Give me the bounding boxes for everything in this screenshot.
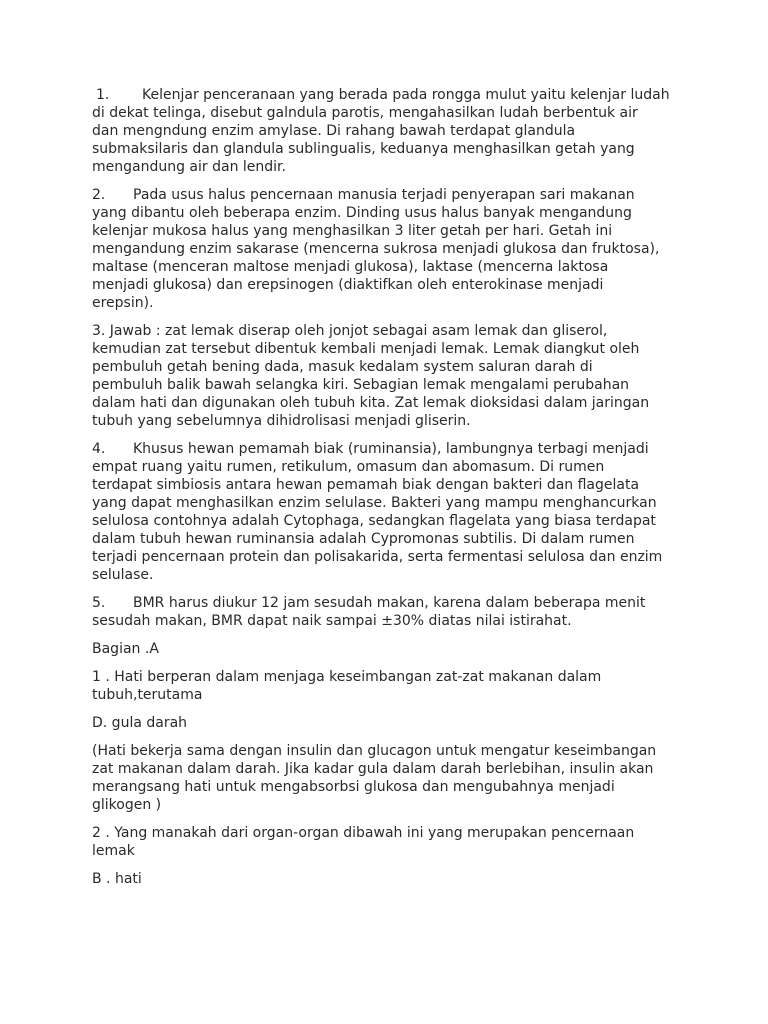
document-page — [92, 86, 692, 898]
section-heading — [92, 640, 692, 658]
paragraph-line: pembuluh balik bawah selangka kiri. Sebagian lemak mengalami perubahan — [92, 377, 630, 393]
paragraph-line: lemak — [92, 843, 135, 859]
paragraph-line: pembuluh getah bening dada, masuk kedalam system saluran darah di — [92, 359, 593, 375]
explanation-1 — [92, 742, 692, 814]
paragraph-line: tubuh,terutama — [92, 687, 203, 703]
paragraph-line: zat makanan dalam darah. Jika kadar gula dalam darah berlebihan, insulin akan — [92, 761, 654, 777]
paragraph-line: 2. Pada usus halus pencernaan manusia terjadi penyerapan sari makanan — [92, 187, 635, 203]
paragraph-line: yang dapat menghasilkan enzim selulase. Bakteri yang mampu menghancurkan — [92, 495, 657, 511]
paragraph-line: 1. Kelenjar penceranaan yang berada pada rongga mulut yaitu kelenjar ludah — [92, 86, 692, 104]
paragraph-line: menjadi glukosa) dan erepsinogen (diaktifkan oleh enterokinase menjadi — [92, 277, 604, 293]
paragraph-line: 3. Jawab : zat lemak diserap oleh jonjot sebagai asam lemak dan gliserol, — [92, 323, 608, 339]
paragraph-line: kelenjar mukosa halus yang menghasilkan 3 liter getah per hari. Getah ini — [92, 223, 613, 239]
paragraph-5 — [92, 594, 692, 630]
paragraph-line: terjadi pencernaan protein dan polisakarida, serta fermentasi selulosa dan enzim — [92, 549, 663, 565]
paragraph-line: Bagian .A — [92, 641, 159, 657]
answer-2 — [92, 870, 692, 888]
paragraph-2 — [92, 186, 692, 312]
paragraph-1 — [92, 86, 692, 176]
paragraph-line: erepsin). — [92, 295, 154, 311]
paragraph-line: terdapat simbiosis antara hewan pemamah biak dengan bakteri dan flagelata — [92, 477, 640, 493]
paragraph-line: glikogen ) — [92, 797, 162, 813]
paragraph-line: B . hati — [92, 871, 142, 887]
paragraph-line: tubuh yang sebelumnya dihidrolisasi menjadi gliserin. — [92, 413, 471, 429]
paragraph-line: selulase. — [92, 567, 154, 583]
paragraph-line: kemudian zat tersebut dibentuk kembali menjadi lemak. Lemak diangkut oleh — [92, 341, 640, 357]
paragraph-line: sesudah makan, BMR dapat naik sampai ±30% diatas nilai istirahat. — [92, 613, 572, 629]
paragraph-line: 2 . Yang manakah dari organ-organ dibawah ini yang merupakan pencernaan — [92, 825, 635, 841]
question-1 — [92, 668, 692, 704]
paragraph-line: dan mengndung enzim amylase. Di rahang bawah terdapat glandula — [92, 123, 576, 139]
paragraph-line: maltase (menceran maltose menjadi glukosa), laktase (mencerna laktosa — [92, 259, 609, 275]
answer-1 — [92, 714, 692, 732]
paragraph-line: 5. BMR harus diukur 12 jam sesudah makan, karena dalam beberapa menit — [92, 595, 646, 611]
paragraph-line: di dekat telinga, disebut galndula parotis, mengahasilkan ludah berbentuk air — [92, 105, 638, 121]
list-number: 5. — [92, 595, 106, 611]
paragraph-line: D. gula darah — [92, 715, 188, 731]
paragraph-line: yang dibantu oleh beberapa enzim. Dinding usus halus banyak mengandung — [92, 205, 632, 221]
paragraph-line: mengandung enzim sakarase (mencerna sukrosa menjadi glukosa dan fruktosa), — [92, 241, 660, 257]
paragraph-line: dalam tubuh hewan ruminansia adalah Cypromonas subtilis. Di dalam rumen — [92, 531, 635, 547]
paragraph-line: mengandung air dan lendir. — [92, 159, 286, 175]
paragraph-line: (Hati bekerja sama dengan insulin dan glucagon untuk mengatur keseimbangan — [92, 743, 657, 759]
paragraph-3 — [92, 322, 692, 430]
list-number: 2. — [92, 187, 106, 203]
paragraph-line: submaksilaris dan glandula sublingualis, keduanya menghasilkan getah yang — [92, 141, 635, 157]
paragraph-line: merangsang hati untuk mengabsorbsi glukosa dan mengubahnya menjadi — [92, 779, 615, 795]
paragraph-line: selulosa contohnya adalah Cytophaga, sedangkan flagelata yang biasa terdapat — [92, 513, 656, 529]
paragraph-4 — [92, 440, 692, 584]
list-number: 4. — [92, 441, 106, 457]
paragraph-line: 1 . Hati berperan dalam menjaga keseimbangan zat-zat makanan dalam — [92, 669, 602, 685]
paragraph-line: dalam hati dan digunakan oleh tubuh kita. Zat lemak dioksidasi dalam jaringan — [92, 395, 650, 411]
list-number: 1. — [96, 87, 110, 103]
paragraph-line: 4. Khusus hewan pemamah biak (ruminansia), lambungnya terbagi menjadi — [92, 441, 649, 457]
paragraph-line: empat ruang yaitu rumen, retikulum, omasum dan abomasum. Di rumen — [92, 459, 605, 475]
question-2 — [92, 824, 692, 860]
